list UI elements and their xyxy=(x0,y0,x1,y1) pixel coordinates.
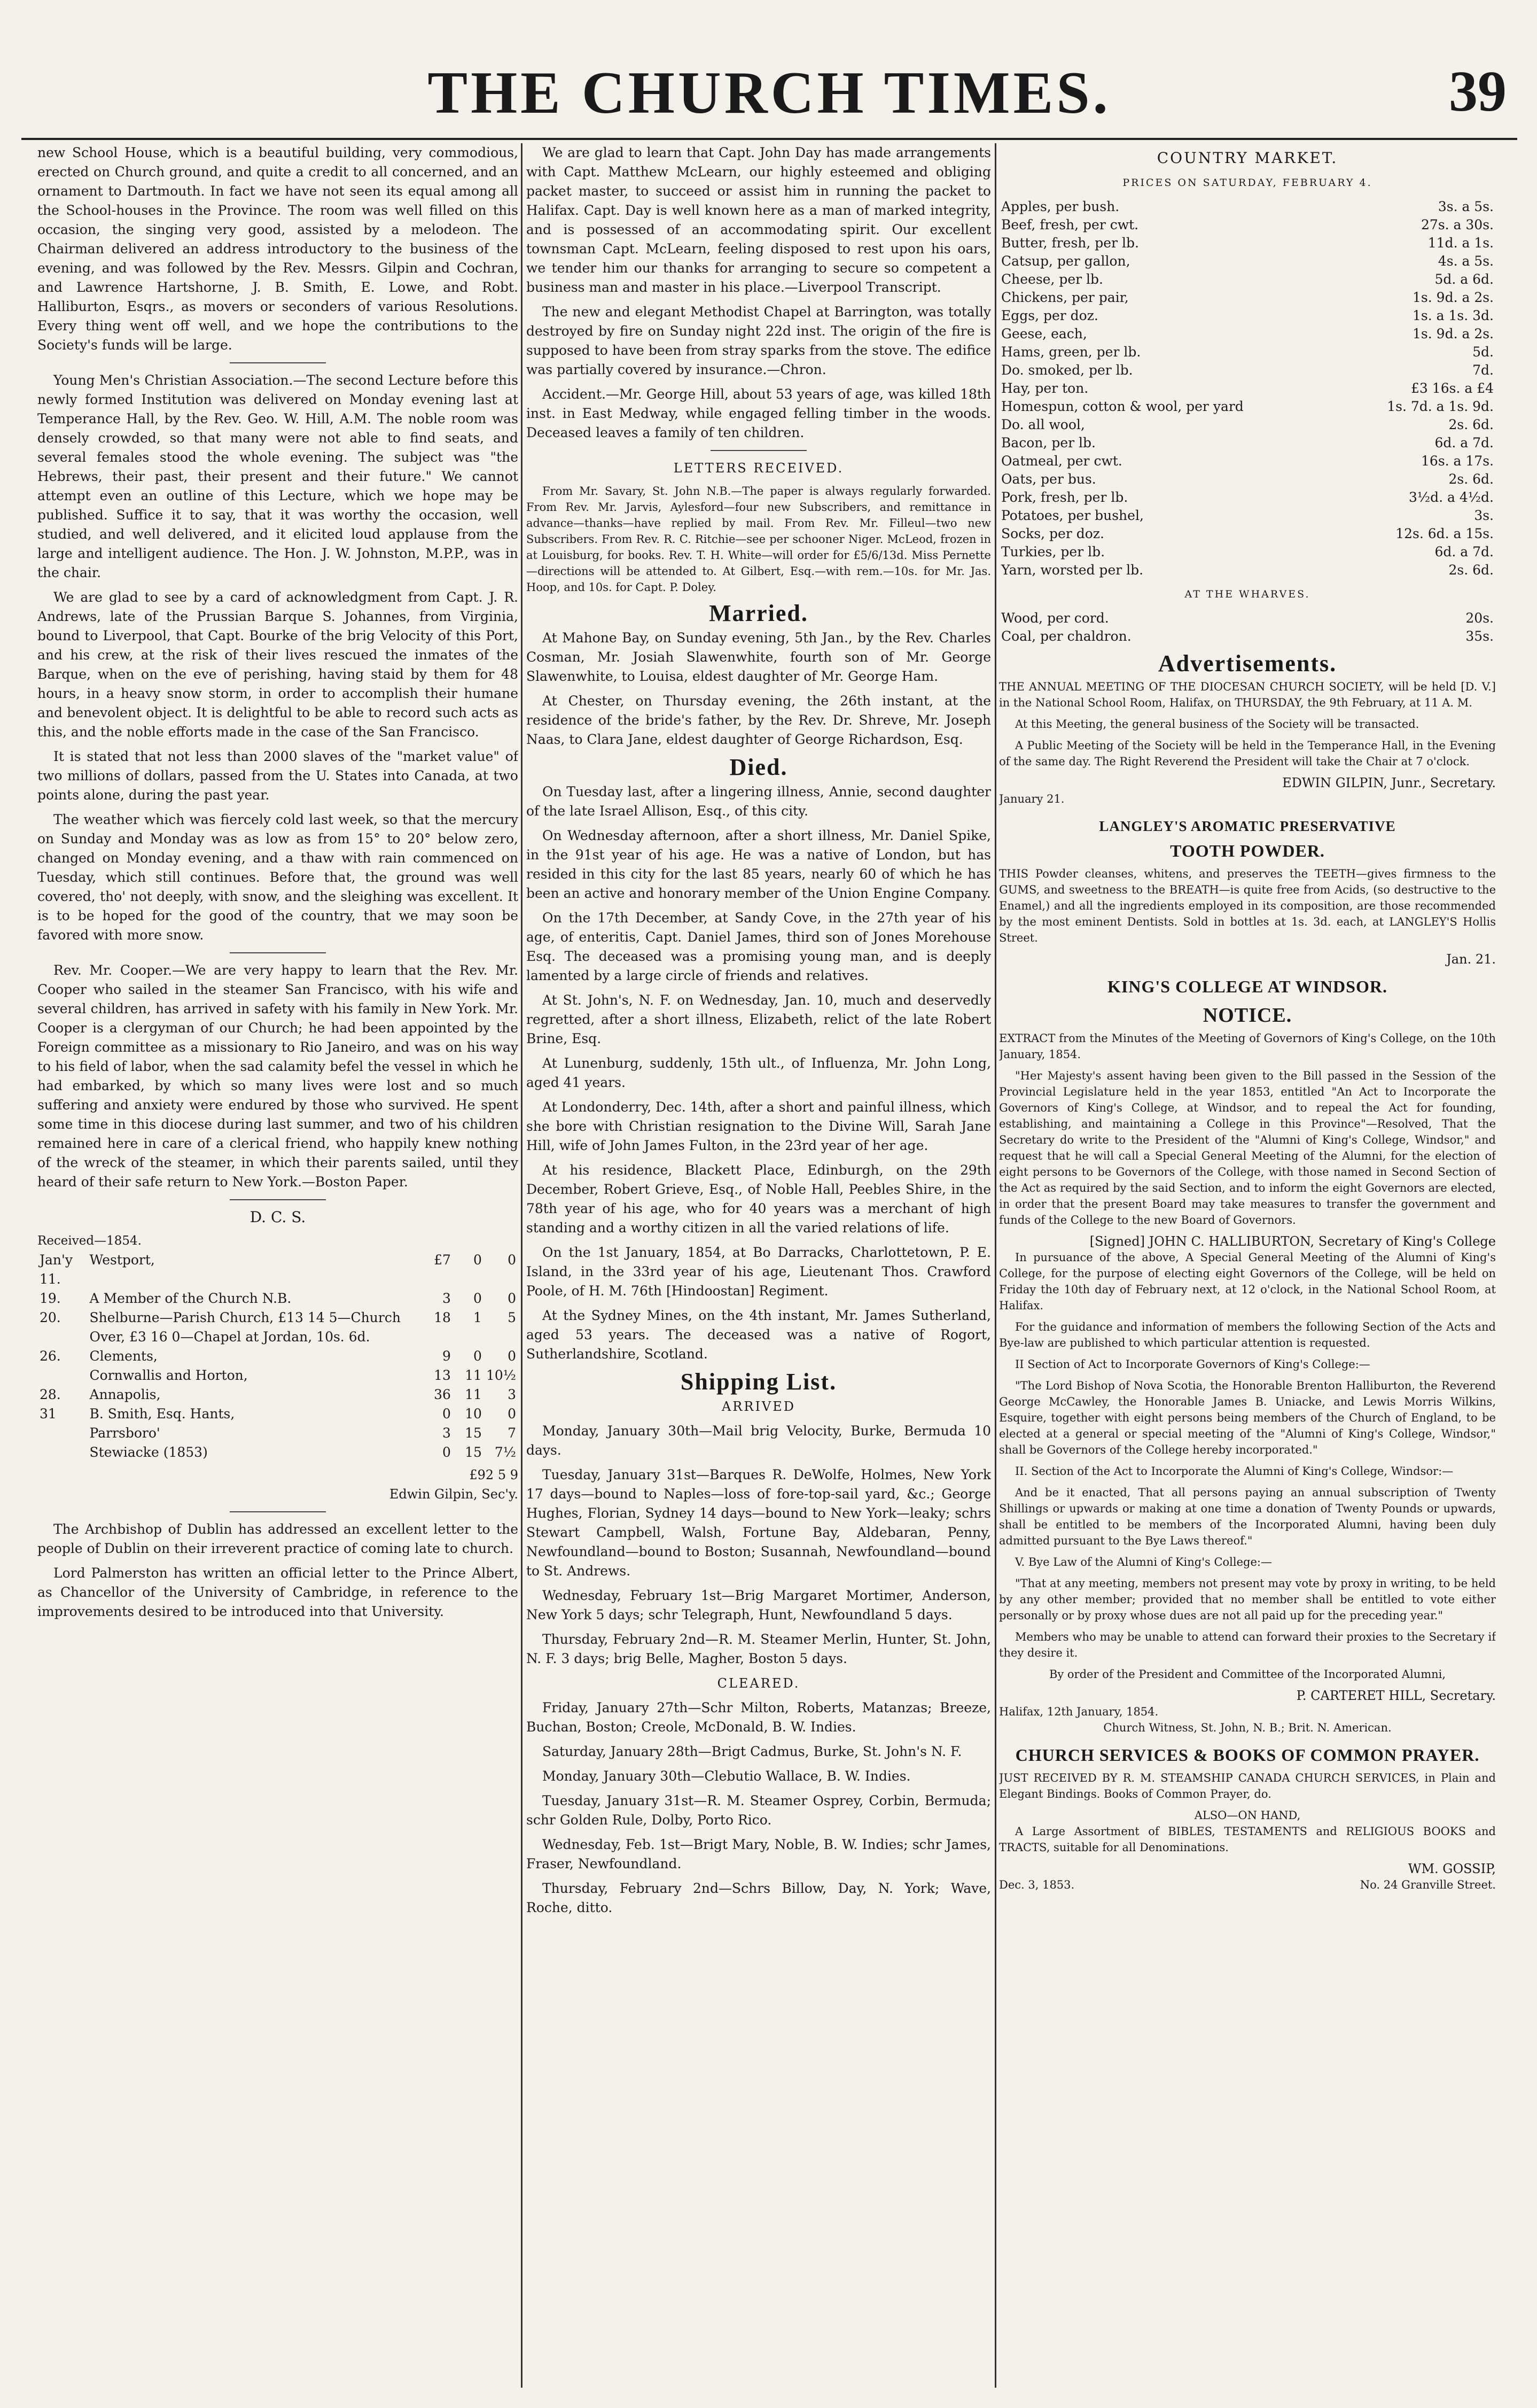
ad-church-services-date: Dec. 3, 1853. xyxy=(999,1878,1075,1891)
ad-church-services-text: JUST RECEIVED BY R. M. STEAMSHIP CANADA CHURCH SERVICES, in Plain and Elegant Bindings. Books of Common Prayer, do. xyxy=(999,1772,1496,1800)
separator xyxy=(230,1511,326,1512)
table-row xyxy=(37,1385,518,1404)
table-row xyxy=(999,507,1496,525)
table-row xyxy=(999,361,1496,379)
ad-kings-date: Halifax, 12th January, 1854. xyxy=(999,1705,1159,1718)
arrived-entry: Wednesday, February 1st—Brig Margaret Mortimer, Anderson, New York 5 days; schr Telegraph, Hunt, Newfoundland 5 days. xyxy=(526,1588,991,1622)
market-price: 6d. a 7d. xyxy=(1434,435,1494,450)
dcs-date: 28. xyxy=(40,1387,61,1402)
advertisements-heading: Advertisements. xyxy=(1158,650,1337,677)
shipping-heading: Shipping List. xyxy=(680,1369,837,1395)
market-item: Yarn, worsted per lb. xyxy=(1001,562,1144,578)
married-heading: Married. xyxy=(709,600,808,626)
article-ymca: Young Men's Christian Association.—The second Lecture before this newly formed Institution was delivered on Monday evening last at Temperance Hall, by the Rev. Geo. W. Hill, A.M. The noble room was densely crowded, so that many were not able to find seats, and several females stood the whole evening. The subject was "the Hebrews, their past, their present and their future." We cannot attempt even an outline of this Lecture, which we hope may be published. Suffice it to say, that it was worthy the occasion, well studied, and well delivered, and it elicited loud applause from the large and intelligent audience. The Hon. J. W. Johnston, M.P.P., was in the chair. xyxy=(37,372,518,580)
market-item: Apples, per bush. xyxy=(1001,199,1120,214)
masthead-title: THE CHURCH TIMES. xyxy=(427,60,1111,126)
market-price: 3s. xyxy=(1474,508,1494,523)
dcs-item: Stewiacke (1853) xyxy=(89,1444,208,1460)
table-row xyxy=(999,543,1496,561)
dcs-item: Parrsboro' xyxy=(89,1425,160,1441)
cleared-entry: Saturday, January 28th—Brigt Cadmus, Burke, St. John's N. F. xyxy=(542,1744,962,1759)
column-2 xyxy=(526,143,991,2388)
market-item: Potatoes, per bushel, xyxy=(1001,508,1144,523)
table-row xyxy=(999,270,1496,289)
table-row xyxy=(999,398,1496,416)
dcs-date: 26. xyxy=(40,1348,61,1364)
dcs-item: B. Smith, Esq. Hants, xyxy=(89,1406,235,1422)
dcs-shillings: 15 xyxy=(465,1444,482,1460)
dcs-pence: 0 xyxy=(508,1291,516,1306)
table-row xyxy=(999,198,1496,216)
ad-diocesan-public: A Public Meeting of the Society will be held in the Temperance Hall, in the Evening of the same day. The Right Reverend the President will take the Chair at 7 o'clock. xyxy=(999,739,1496,768)
table-row xyxy=(37,1424,518,1443)
market-price: 1s. 9d. a 2s. xyxy=(1413,326,1494,341)
dcs-shillings: 15 xyxy=(465,1425,482,1441)
arrived-list xyxy=(526,1422,991,1668)
ad-tooth-title: LANGLEY'S AROMATIC PRESERVATIVE xyxy=(1099,818,1396,834)
dcs-pence: 3 xyxy=(508,1387,516,1402)
arrived-entry: Thursday, February 2nd—R. M. Steamer Merlin, Hunter, St. John, N. F. 3 days; brig Belle, Magher, Boston 5 days. xyxy=(526,1632,991,1666)
market-item: Geese, each, xyxy=(1001,326,1087,341)
table-row xyxy=(999,416,1496,434)
dcs-pounds: 36 xyxy=(434,1387,451,1402)
article-archbishop: The Archbishop of Dublin has addressed an excellent letter to the people of Dublin on their irreverent practice of coming late to church. xyxy=(37,1521,518,1556)
market-price: 35s. xyxy=(1465,628,1494,644)
dcs-shillings: 1 xyxy=(473,1310,482,1325)
dcs-item: Shelburne—Parish Church, £13 14 5—Church Over, £3 16 0—Chapel at Jordan, 10s. 6d. xyxy=(89,1310,401,1345)
newspaper-page xyxy=(21,0,1517,2408)
market-item: Socks, per doz. xyxy=(1001,526,1104,541)
table-row xyxy=(37,1308,518,1347)
table-row xyxy=(37,1366,518,1385)
market-item: Coal, per chaldron. xyxy=(1001,628,1132,644)
cleared-heading: CLEARED. xyxy=(717,1676,800,1691)
table-row xyxy=(999,488,1496,507)
cleared-entry: Tuesday, January 31st—R. M. Steamer Osprey, Corbin, Bermuda; schr Golden Rule, Dolby, Porto Rico. xyxy=(526,1793,991,1828)
table-row xyxy=(37,1347,518,1366)
ad-kings-section: II Section of Act to Incorporate Governors of King's College:— xyxy=(1015,1358,1370,1371)
cleared-entry: Friday, January 27th—Schr Milton, Roberts, Matanzas; Breeze, Buchan, Boston; Creole, McDonald, B. W. Indies. xyxy=(526,1700,991,1735)
table-row xyxy=(999,525,1496,543)
ad-kings-signature: [Signed] JOHN C. HALLIBURTON, Secretary of King's College xyxy=(1089,1234,1496,1249)
dcs-pence: 7 xyxy=(508,1425,516,1441)
table-row xyxy=(999,216,1496,234)
letters-heading: LETTERS RECEIVED. xyxy=(673,461,844,476)
dcs-date xyxy=(37,1424,88,1443)
market-price: 20s. xyxy=(1465,610,1494,626)
table-row xyxy=(999,609,1496,627)
market-item: Beef, fresh, per cwt. xyxy=(1001,217,1139,232)
market-item: Do. smoked, per lb. xyxy=(1001,362,1133,378)
ad-tooth-text: THIS Powder cleanses, whitens, and preserves the TEETH—gives firmness to the GUMS, and sweetness to the BREATH—is quite free from Acids, (so destructive to the Enamel,) and all the ingredients employed in its composition, are those recommended by the most eminent Dentists. Sold in bottles at 1s. 3d. each, at LANGLEY'S Hollis Street. xyxy=(999,867,1496,944)
table-row xyxy=(999,627,1496,646)
ad-church-services-title: CHURCH SERVICES & BOOKS OF COMMON PRAYER. xyxy=(1015,1745,1480,1765)
masthead-rule xyxy=(21,138,1517,140)
table-row xyxy=(999,343,1496,361)
cleared-entry: Monday, January 30th—Clebutio Wallace, B. W. Indies. xyxy=(542,1768,911,1784)
market-item: Hams, green, per lb. xyxy=(1001,344,1141,360)
market-price: 2s. 6d. xyxy=(1448,471,1494,487)
market-item: Bacon, per lb. xyxy=(1001,435,1096,450)
market-table xyxy=(999,198,1496,579)
dcs-date xyxy=(37,1443,88,1462)
dcs-pounds: 9 xyxy=(442,1348,451,1364)
ad-church-services-also: ALSO—ON HAND, xyxy=(1194,1809,1301,1822)
ad-kings-signature-2: P. CARTERET HILL, Secretary. xyxy=(1296,1688,1496,1703)
dcs-received: Received—1854. xyxy=(37,1234,142,1248)
market-price: 1s. 7d. a 1s. 9d. xyxy=(1387,399,1494,414)
dcs-item: Cornwallis and Horton, xyxy=(89,1368,248,1383)
dcs-shillings: 11 xyxy=(465,1368,482,1383)
table-row xyxy=(999,234,1496,252)
table-row xyxy=(999,252,1496,270)
ad-kings-members: Members who may be unable to attend can forward their proxies to the Secretary if they desire it. xyxy=(999,1630,1496,1659)
article-palmerston: Lord Palmerston has written an official letter to the Prince Albert, as Chancellor of the University of Cambridge, in reference to the improvements desired to be introduced into that University. xyxy=(37,1565,518,1619)
column-3 xyxy=(999,143,1496,2388)
market-price: 3½d. a 4½d. xyxy=(1409,490,1494,505)
ad-kings-meeting: In pursuance of the above, A Special General Meeting of the Alumni of King's College, for the purpose of electing eight Governors of the College, will be held on Friday the 10th day of February next, at 12 o'clock, in the National School Room, at Halifax. xyxy=(999,1251,1496,1312)
died-notice-1: On Tuesday last, after a lingering illness, Annie, second daughter of the late Israel Allison, Esq., of this city. xyxy=(526,784,991,819)
market-price: 27s. a 30s. xyxy=(1421,217,1494,232)
table-row xyxy=(37,1250,518,1289)
died-notice-5: At Lunenburg, suddenly, 15th ult., of Influenza, Mr. John Long, aged 41 years. xyxy=(526,1055,991,1090)
market-item: Eggs, per doz. xyxy=(1001,308,1098,323)
article-slaves: It is stated that not less than 2000 slaves of the "market value" of two millions of dollars, passed from the U. States into Canada, at two points alone, during the past year. xyxy=(37,749,518,803)
market-item: Catsup, per gallon, xyxy=(1001,253,1130,269)
dcs-pence: 7½ xyxy=(494,1444,516,1460)
market-price: 4s. a 5s. xyxy=(1438,253,1494,269)
dcs-pounds: 18 xyxy=(434,1310,451,1325)
ad-kings-extract: EXTRACT from the Minutes of the Meeting of Governors of King's College, on the 10th January, 1854. xyxy=(999,1032,1496,1061)
table-row xyxy=(999,325,1496,343)
died-notice-2: On Wednesday afternoon, after a short illness, Mr. Daniel Spike, in the 91st year of his age. He was a native of London, but has resided in this city for the last 85 years, nearly 60 of which he has been an active and honorary member of the Union Engine Company. xyxy=(526,828,991,901)
wharves-table xyxy=(999,609,1496,646)
article-accident: Accident.—Mr. George Hill, about 53 years of age, was killed 18th inst. in East Medway, while engaged felling timber in the woods. Deceased leaves a family of ten children. xyxy=(526,386,991,440)
dcs-shillings: 10 xyxy=(465,1406,482,1422)
dcs-pounds: 3 xyxy=(442,1425,451,1441)
market-price: 2s. 6d. xyxy=(1448,562,1494,578)
dcs-shillings: 0 xyxy=(473,1252,482,1268)
market-price: 16s. a 17s. xyxy=(1421,453,1494,469)
market-price: 5d. a 6d. xyxy=(1434,271,1494,287)
dcs-date: Jan'y 11. xyxy=(40,1252,73,1287)
dcs-item: Westport, xyxy=(89,1252,155,1268)
article-chapel-fire: The new and elegant Methodist Chapel at Barrington, was totally destroyed by fire on Sunday night 22d inst. The origin of the fire is supposed to have been from stray sparks from the stove. The edifice was partially covered by insurance.—Chron. xyxy=(526,304,991,377)
cleared-entry: Thursday, February 2nd—Schrs Billow, Day, N. York; Wave, Roche, ditto. xyxy=(526,1881,991,1915)
dcs-pence: 10½ xyxy=(486,1368,516,1383)
dcs-title: D. C. S. xyxy=(249,1208,306,1226)
dcs-pence: 0 xyxy=(508,1406,516,1422)
dcs-signature: Edwin Gilpin, Sec'y. xyxy=(389,1487,518,1502)
market-price: 7d. xyxy=(1472,362,1494,378)
ad-kings-bye-law: V. Bye Law of the Alumni of King's College:— xyxy=(1015,1556,1272,1568)
table-row xyxy=(999,470,1496,488)
article-rescue: We are glad to see by a card of acknowledgment from Capt. J. R. Andrews, late of the Prussian Barque S. Johannes, from Virginia, bound to Liverpool, that Capt. Bourke of the brig Velocity of this Port, and his crew, at the risk of their lives rescued the inmates of the Barque, when on the eve of perishing, having staid by them for 48 hours, in a heavy snow storm, in order to accomplish their humane and benevolent object. It is delightful to be able to record such acts as this, and the noble efforts made in the case of the San Francisco. xyxy=(37,589,518,740)
market-price: £3 16s. a £4 xyxy=(1411,380,1494,396)
article-school-house: new School House, which is a beautiful building, very commodious, erected on Church ground, and quite a credit to all concerned, and an ornament to Dartmouth. In fact we have not seen its equal among all the School-houses in the Province. The room was well filled on this occasion, the singing very good, assisted by a melodeon. The Chairman delivered an address introductory to the business of the evening, and was followed by the Rev. Messrs. Gilpin and Cochran, and Lawrence Hartshorne, J. B. Smith, E. Lowe, and Robt. Halliburton, Esqrs., as movers or seconders of various Resolutions. Every thing went off well, and we hope the contributions to the Society's funds will be large. xyxy=(37,145,518,353)
market-price: 2s. 6d. xyxy=(1448,417,1494,432)
separator xyxy=(230,362,326,363)
ad-diocesan-business: At this Meeting, the general business of the Society will be transacted. xyxy=(1015,718,1419,731)
dcs-date: 20. xyxy=(40,1310,61,1325)
dcs-item: Clements, xyxy=(89,1348,158,1364)
ad-kings-college-title: KING'S COLLEGE AT WINDSOR. xyxy=(1107,977,1387,996)
ad-kings-governors: "The Lord Bishop of Nova Scotia, the Honorable Brenton Halliburton, the Reverend George McCawley, the Honorable James B. Uniacke, and Lewis Morris Wilkins, Esquire, together with eight persons being members of the Church of England, to be elected at a general or special meeting of the "Alumni of King's College, Windsor," shall be Governors of the College hereby incorporated." xyxy=(999,1379,1496,1456)
article-weather: The weather which was fiercely cold last week, so that the mercury on Sunday and Monday was as low as from 15° to 20° below zero, changed on Monday evening, and a thaw with rain commenced on Tuesday, which still continues. Before that, the ground was well covered, tho' not deeply, with snow, and the sleighing was excellent. It is to be hoped for the good of the country, that we may soon be favored with more snow. xyxy=(37,812,518,943)
market-item: Oats, per bus. xyxy=(1001,471,1096,487)
table-row xyxy=(999,307,1496,325)
ad-diocesan-date: January 21. xyxy=(999,793,1065,805)
died-notice-9: At the Sydney Mines, on the 4th instant, Mr. James Sutherland, aged 53 years. The deceased was a native of Rogort, Sutherlandshire, Scotland. xyxy=(526,1308,991,1362)
separator xyxy=(711,450,807,451)
ad-kings-alumni-section: II. Section of the Act to Incorporate the Alumni of King's College, Windsor:— xyxy=(1015,1465,1454,1478)
column-1 xyxy=(37,143,518,2388)
ad-church-services-signature: WM. GOSSIP, xyxy=(1408,1861,1496,1876)
dcs-pence: 5 xyxy=(508,1310,516,1325)
ad-kings-publications: Church Witness, St. John, N. B.; Brit. N. American. xyxy=(1103,1721,1392,1734)
separator xyxy=(230,952,326,953)
table-row xyxy=(999,452,1496,470)
separator xyxy=(230,1199,326,1200)
died-notice-7: At his residence, Blackett Place, Edinburgh, on the 29th December, Robert Grieve, Esq., of Noble Hall, Peebles Shire, in the 78th year of his age, who for 40 years was a merchant of high standing and a worthy citizen in all the varied relations of life. xyxy=(526,1162,991,1236)
market-subheading: PRICES ON SATURDAY, FEBRUARY 4. xyxy=(1122,177,1372,189)
married-notice-2: At Chester, on Thursday evening, the 26th instant, at the residence of the bride's father, by the Rev. Dr. Shreve, Mr. Joseph Naas, to Clara Jane, eldest daughter of George Richardson, Esq. xyxy=(526,693,991,747)
ad-kings-guidance: For the guidance and information of members the following Section of the Acts and Bye-law are published to which particular attention is requested. xyxy=(999,1320,1496,1349)
market-price: 11d. a 1s. xyxy=(1427,235,1494,251)
ad-diocesan-signature: EDWIN GILPIN, Junr., Secretary. xyxy=(1282,775,1496,790)
dcs-date xyxy=(37,1366,88,1385)
ad-kings-enacted: And be it enacted, That all persons paying an annual subscription of Twenty Shillings or upwards or making at one time a donation of Twenty Pounds or upwards, shall be entitled to be members of the Incorporated Alumni, having been duly admitted pursuant to the Bye Laws thereof." xyxy=(999,1486,1496,1547)
dcs-pounds: £7 xyxy=(434,1252,451,1268)
ad-church-services-footer xyxy=(999,1877,1496,1893)
dcs-table xyxy=(37,1250,518,1462)
died-notice-6: At Londonderry, Dec. 14th, after a short and painful illness, which she bore with Christian resignation to the Divine Will, Sarah Jane Hill, wife of John James Fulton, in the 23rd year of her age. xyxy=(526,1099,991,1153)
market-price: 3s. a 5s. xyxy=(1438,199,1494,214)
died-notice-8: On the 1st January, 1854, at Bo Darracks, Charlottetown, P. E. Island, in the 33rd year of his age, Lieutenant Thos. Crawford Poole, of H. M. 76th [Hindoostan] Regiment. xyxy=(526,1245,991,1299)
market-item: Turkies, per lb. xyxy=(1001,544,1105,560)
arrived-entry: Monday, January 30th—Mail brig Velocity, Burke, Bermuda 10 days. xyxy=(526,1423,991,1458)
ad-tooth-subtitle: TOOTH POWDER. xyxy=(1170,841,1325,860)
dcs-item: A Member of the Church N.B. xyxy=(89,1291,292,1306)
table-row xyxy=(999,561,1496,579)
ad-church-services-address: No. 24 Granville Street. xyxy=(1360,1878,1496,1891)
arrived-heading: ARRIVED xyxy=(721,1399,796,1414)
market-item: Chickens, per pair, xyxy=(1001,290,1129,305)
market-item: Butter, fresh, per lb. xyxy=(1001,235,1139,251)
dcs-pounds: 0 xyxy=(442,1406,451,1422)
cleared-entry: Wednesday, Feb. 1st—Brigt Mary, Noble, B. W. Indies; schr James, Fraser, Newfoundland. xyxy=(526,1837,991,1871)
wharves-heading: AT THE WHARVES. xyxy=(1184,588,1310,600)
dcs-pence: 0 xyxy=(508,1252,516,1268)
column-divider xyxy=(995,143,996,2388)
died-notice-3: On the 17th December, at Sandy Cove, in the 27th year of his age, of enteritis, Capt. Daniel James, third son of Jones Morehouse Esq. The deceased was a promising young man, and is deeply lamented by a large circle of friends and relatives. xyxy=(526,910,991,983)
dcs-date: 19. xyxy=(40,1291,61,1306)
arrived-entry: Tuesday, January 31st—Barques R. DeWolfe, Holmes, New York 17 days—bound to Naples—loss of fore-top-sail yard, &c.; George Hughes, Florian, Sydney 14 days—bound to New York—leaky; schrs Stewart Campbell, Walsh, Fortune Bay, Aldebaran, Penny, Newfoundland—bound to Boston; Susannah, Newfoundland—bound to St. Andrews. xyxy=(526,1467,991,1579)
market-item: Oatmeal, per cwt. xyxy=(1001,453,1122,469)
market-item: Pork, fresh, per lb. xyxy=(1001,490,1128,505)
ad-kings-order: By order of the President and Committee of the Incorporated Alumni, xyxy=(1049,1668,1446,1681)
article-capt-day: We are glad to learn that Capt. John Day has made arrangements with Capt. Matthew McLearn, our highly esteemed and obliging packet master, to succeed or assist him in running the packet to Halifax. Capt. Day is well known here as a man of marked integrity, and is possessed of an accommodating spirit. Our excellent townsman Capt. McLearn, feeling disposed to rest upon his oars, we tender him our thanks for arranging to secure so competent a business man and master in his place.—Liverpool Transcript. xyxy=(526,145,991,295)
market-item: Homespun, cotton & wool, per yard xyxy=(1001,399,1244,414)
market-price: 12s. 6d. a 15s. xyxy=(1395,526,1494,541)
article-rev-cooper: Rev. Mr. Cooper.—We are very happy to learn that the Rev. Mr. Cooper who sailed in the steamer San Francisco, with his wife and several children, has arrived in safety with his family in New York. Mr. Cooper is a clergyman of our Church; he had been appointed by the Foreign committee as a missionary to Rio Janeiro, and was on his way to his field of labor, when the sad calamity befel the vessel in which he had embarked, by which so many lives were lost and so much suffering and anxiety were endured by those who survived. He spent some time in this diocese during last summer, and two of his children remained here in care of a clerical friend, who happily knew nothing of the wreck of the steamer, in which their parents sailed, until they heard of their safe return to New York.—Boston Paper. xyxy=(37,962,518,1190)
table-row xyxy=(37,1289,518,1308)
died-notice-4: At St. John's, N. F. on Wednesday, Jan. 10, much and deservedly regretted, after a short illness, Elizabeth, relict of the late Robert Brine, Esq. xyxy=(526,992,991,1046)
market-price: 1s. a 1s. 3d. xyxy=(1413,308,1494,323)
table-row xyxy=(37,1404,518,1424)
cleared-list xyxy=(526,1698,991,1917)
market-item: Cheese, per lb. xyxy=(1001,271,1103,287)
ad-tooth-date: Jan. 21. xyxy=(1446,952,1496,967)
column-divider xyxy=(521,143,522,2388)
table-row xyxy=(37,1443,518,1462)
letters-text: From Mr. Savary, St. John N.B.—The paper is always regularly forwarded. From Rev. Mr. Jarvis, Aylesford—four new Subscribers, and remittance in advance—thanks—have replied by mail. From Rev. Mr. Filleul—two new Subscribers. From Rev. R. C. Ritchie—see per schooner Niger. McLeod, frozen in at Louisburg, for books. Rev. T. H. White—will order for £5/6/13d. Miss Pernette—directions will be attended to. At Gilbert, Esq.—with rem.—10s. for Mr. Jas. Hoop, and 10s. for Capt. P. Doley. xyxy=(526,485,991,594)
page-number: 39 xyxy=(1449,60,1507,123)
ad-church-services-bibles: A Large Assortment of BIBLES, TESTAMENTS and RELIGIOUS BOOKS and TRACTS, suitable for all Denominations. xyxy=(999,1825,1496,1854)
ad-kings-resolution: "Her Majesty's assent having been given to the Bill passed in the Session of the Provincial Legislature held in the year 1853, entitled "An Act to Incorporate the Governors of King's College, at Windsor, and to repeal the Act for founding, establishing, and maintaining a College in this Province"—Resolved, That the Secretary do write to the President of the "Alumni of King's College, Windsor," and request that he will call a Special General Meeting of the Alumni, for the election of eight persons to be Governors of the College, with those named in Second Section of the Act as required by the said Section, and to inform the eight Governors are elected, in order that the present Board may take measures to transfer the government and funds of the College to the new Board of Governors. xyxy=(999,1069,1496,1226)
market-heading: COUNTRY MARKET. xyxy=(1157,149,1338,167)
dcs-shillings: 0 xyxy=(473,1291,482,1306)
dcs-item: Annapolis, xyxy=(89,1387,161,1402)
dcs-pounds: 13 xyxy=(434,1368,451,1383)
dcs-total: £92 5 9 xyxy=(469,1467,518,1482)
dcs-shillings: 0 xyxy=(473,1348,482,1364)
ad-kings-college-notice: NOTICE. xyxy=(1203,1004,1292,1027)
ad-kings-proxy: "That at any meeting, members not present may vote by proxy in writing, to be held by any other member; provided that no member shall be entitled to vote either personally or by proxy whose dues are not all paid up for the preceding year." xyxy=(999,1577,1496,1622)
table-row xyxy=(999,379,1496,398)
table-row xyxy=(999,289,1496,307)
dcs-shillings: 11 xyxy=(465,1387,482,1402)
dcs-pounds: 3 xyxy=(442,1291,451,1306)
married-notice-1: At Mahone Bay, on Sunday evening, 5th Jan., by the Rev. Charles Cosman, Mr. Josiah Slawenwhite, fourth son of Mr. George Slawenwhite, to Louisa, eldest daughter of Mr. George Ham. xyxy=(526,630,991,684)
masthead xyxy=(21,59,1517,134)
market-item: Wood, per cord. xyxy=(1001,610,1109,626)
market-item: Do. all wool, xyxy=(1001,417,1085,432)
market-price: 5d. xyxy=(1472,344,1494,360)
market-price: 1s. 9d. a 2s. xyxy=(1413,290,1494,305)
dcs-pounds: 0 xyxy=(442,1444,451,1460)
market-item: Hay, per ton. xyxy=(1001,380,1089,396)
table-row xyxy=(999,434,1496,452)
dcs-pence: 0 xyxy=(508,1348,516,1364)
dcs-date: 31 xyxy=(40,1406,57,1422)
market-price: 6d. a 7d. xyxy=(1434,544,1494,560)
ad-diocesan-meeting: THE ANNUAL MEETING OF THE DIOCESAN CHURCH SOCIETY, will be held [D. V.] in the National School Room, Halifax, on THURSDAY, the 9th February, at 11 A. M. xyxy=(999,680,1496,709)
died-heading: Died. xyxy=(729,754,788,780)
